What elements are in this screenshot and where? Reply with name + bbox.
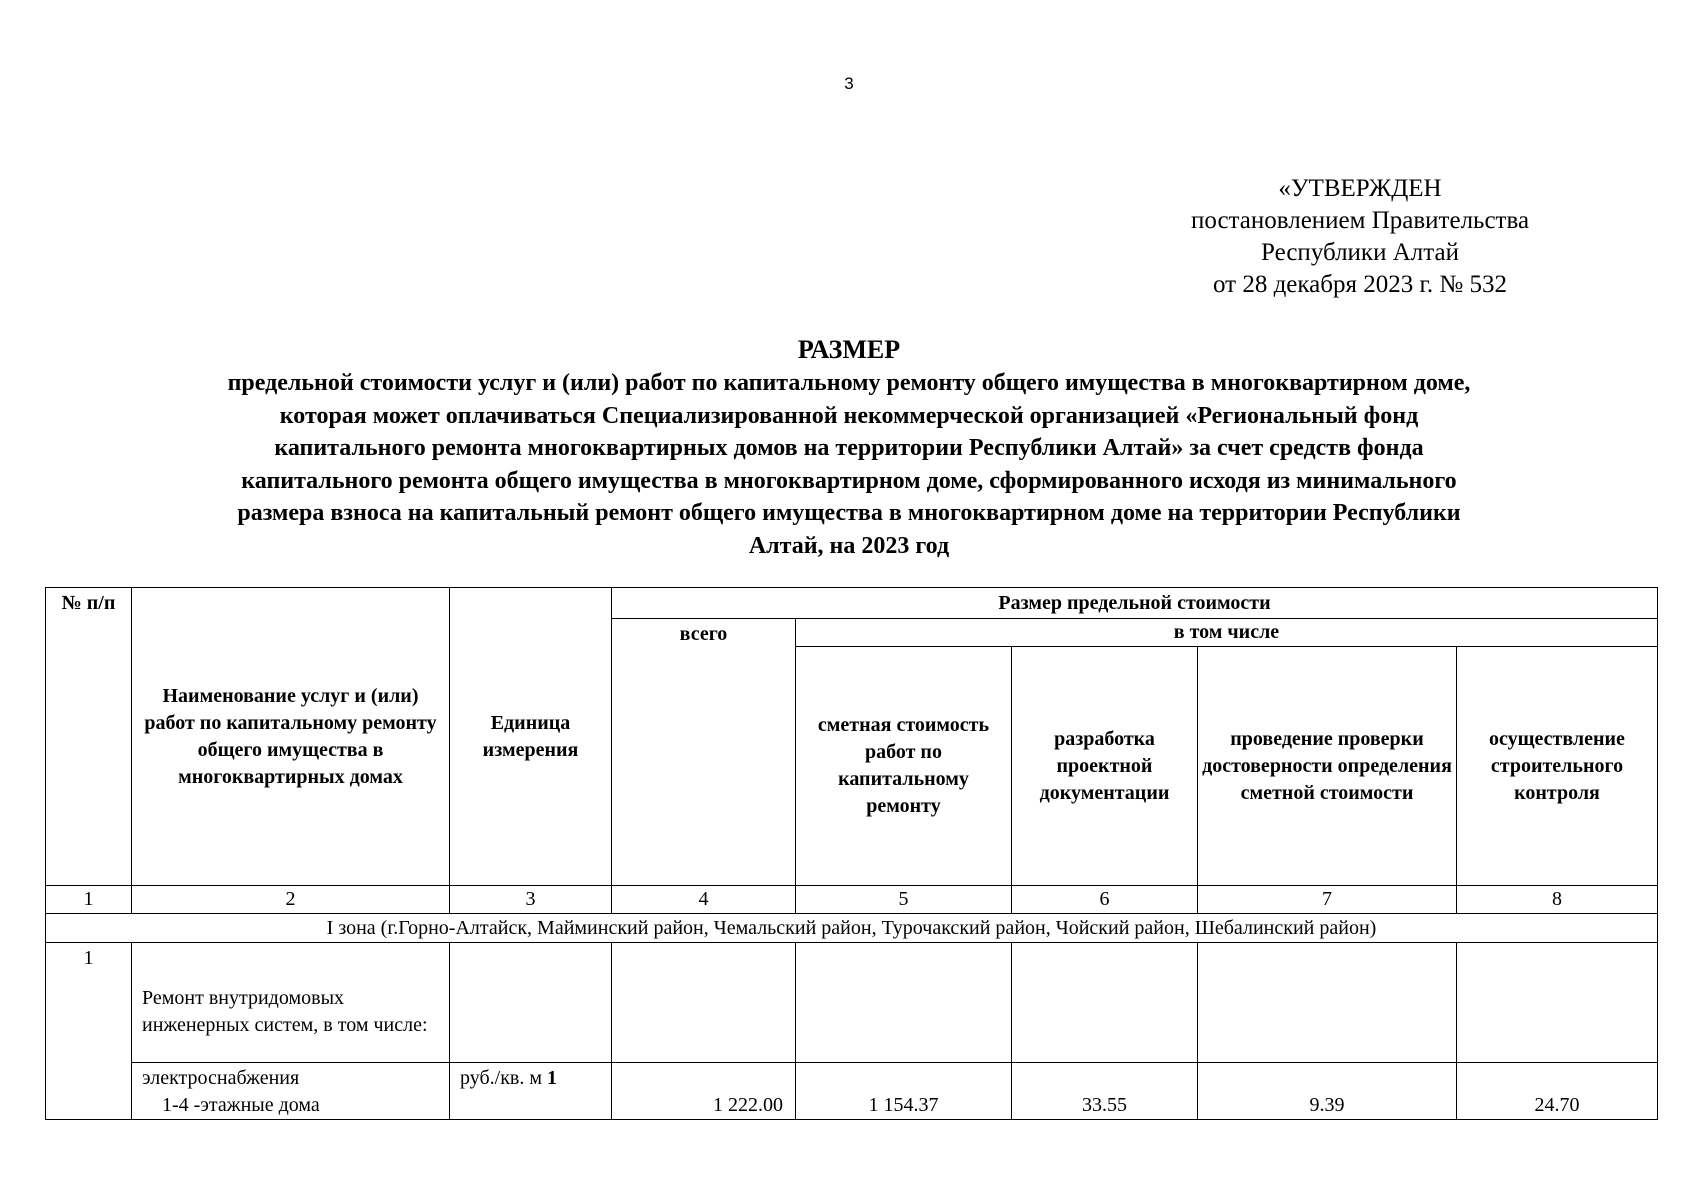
column-number: 2 bbox=[132, 886, 450, 914]
header-unit: Единица измерения bbox=[450, 588, 612, 886]
row-name bbox=[132, 1063, 450, 1120]
row-unit-text: руб./кв. м bbox=[460, 1067, 543, 1089]
title-line: размера взноса на капитальный ремонт общего имущества в многоквартирном доме на территории Республики bbox=[237, 500, 1461, 526]
header-design: разработка проектной документации bbox=[1012, 647, 1198, 886]
column-number: 1 bbox=[46, 886, 132, 914]
page-number: 3 bbox=[844, 74, 854, 93]
column-number: 5 bbox=[796, 886, 1012, 914]
cost-table bbox=[45, 587, 1658, 1120]
title-line: капитального ремонта многоквартирных домов на территории Республики Алтай» за счет средств фонда bbox=[274, 435, 1424, 461]
header-including: в том числе bbox=[796, 619, 1658, 647]
header-estimate: сметная стоимость работ по капитальному ремонту bbox=[796, 647, 1012, 886]
title-line: которая может оплачиваться Специализированной некоммерческой организацией «Региональный фонд bbox=[279, 402, 1419, 429]
title-line: Алтай, на 2023 год bbox=[748, 532, 950, 559]
column-number: 8 bbox=[1457, 886, 1658, 914]
column-number: 7 bbox=[1198, 886, 1457, 914]
row-unit bbox=[450, 1063, 612, 1120]
row-design: 33.55 bbox=[1012, 1063, 1198, 1120]
title-line: капитального ремонта общего имущества в многоквартирном доме, сформированного исходя из минимального bbox=[241, 467, 1457, 494]
table-row bbox=[46, 1063, 1658, 1120]
row-estimate-empty bbox=[796, 943, 1012, 1063]
row-estimate: 1 154.37 bbox=[796, 1063, 1012, 1120]
row-total: 1 222.00 bbox=[612, 1063, 796, 1120]
row-verification: 9.39 bbox=[1198, 1063, 1457, 1120]
title-heading: РАЗМЕР bbox=[797, 335, 901, 364]
approval-line-2: постановлением Правительства bbox=[1190, 207, 1530, 234]
row-num: 1 bbox=[46, 943, 132, 1120]
header-verification: проведение проверки достоверности определения сметной стоимости bbox=[1198, 647, 1457, 886]
approval-line-3: Республики Алтай bbox=[1261, 239, 1459, 266]
header-supervision: осуществление строительного контроля bbox=[1457, 647, 1658, 886]
row-name-line-1: электроснабжения bbox=[142, 1067, 300, 1089]
row-total-empty bbox=[612, 943, 796, 1063]
row-unit-empty bbox=[450, 943, 612, 1063]
header-name: Наименование услуг и (или) работ по капитальному ремонту общего имущества в многоквартирных домах bbox=[132, 588, 450, 886]
column-number: 3 bbox=[450, 886, 612, 914]
column-number: 4 bbox=[612, 886, 796, 914]
zone-label: I зона (г.Горно-Алтайск, Майминский район, Чемальский район, Турочакский район, Чойский район, Шебалинский район) bbox=[46, 914, 1658, 943]
approval-line-1: «УТВЕРЖДЕН bbox=[1278, 175, 1442, 202]
document-title bbox=[100, 333, 1598, 562]
row-supervision-empty bbox=[1457, 943, 1658, 1063]
header-num: № п/п bbox=[46, 588, 132, 886]
approval-line-4: от 28 декабря 2023 г. № 532 bbox=[1212, 271, 1508, 298]
header-cost-group: Размер предельной стоимости bbox=[612, 588, 1658, 619]
row-unit-note: 1 bbox=[547, 1067, 558, 1089]
row-verification-empty bbox=[1198, 943, 1457, 1063]
row-design-empty bbox=[1012, 943, 1198, 1063]
title-line: предельной стоимости услуг и (или) работ по капитальному ремонту общего имущества в многоквартирном доме, bbox=[227, 370, 1471, 396]
approval-stamp bbox=[1170, 173, 1550, 301]
column-number: 6 bbox=[1012, 886, 1198, 914]
header-total: всего bbox=[612, 619, 796, 886]
row-supervision: 24.70 bbox=[1457, 1063, 1658, 1120]
row-name: Ремонт внутридомовых инженерных систем, в том числе: bbox=[132, 943, 450, 1063]
table-row bbox=[46, 943, 1658, 1063]
row-name-line-2: 1-4 -этажные дома bbox=[162, 1094, 320, 1116]
